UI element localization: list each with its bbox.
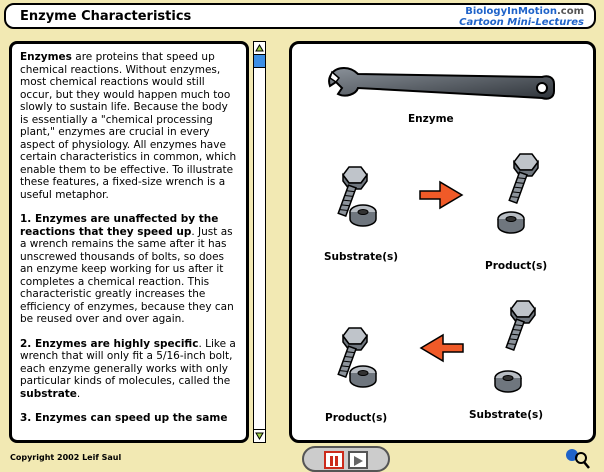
site-logo-icon[interactable] bbox=[562, 446, 592, 472]
brand-logo[interactable] bbox=[459, 6, 584, 28]
brand-tagline: Cartoon Mini-Lectures bbox=[459, 17, 584, 28]
enzyme-label: Enzyme bbox=[408, 113, 454, 125]
paragraph-point-3 bbox=[20, 412, 238, 425]
product-label-top: Product(s) bbox=[485, 260, 548, 272]
triangle-down-icon bbox=[255, 432, 264, 440]
diagram-illustration bbox=[292, 44, 593, 440]
substrate-top-icon bbox=[338, 167, 376, 226]
page-title: Enzyme Characteristics bbox=[20, 9, 192, 24]
term-substrate: substrate bbox=[20, 387, 77, 400]
scroll-down-button[interactable] bbox=[254, 429, 265, 442]
arrow-left-icon bbox=[421, 335, 463, 361]
point-1-heading: 1. Enzymes are unaffected by the reactions that they speed up bbox=[20, 213, 219, 238]
arrow-right-icon bbox=[420, 182, 462, 208]
scroll-thumb[interactable] bbox=[254, 55, 265, 68]
brand-name: BiologyInMotion bbox=[465, 6, 557, 17]
lecture-text bbox=[20, 51, 238, 437]
point-2-text: . Like a wrench that will only fit a 5/16-inch bolt, each enzyme generally works with only particular kinds of molecules, called the bbox=[20, 337, 236, 387]
play-icon bbox=[350, 454, 366, 468]
point-2-end: . bbox=[76, 387, 81, 400]
substrate-bolt-bottom-icon bbox=[506, 301, 535, 350]
diagram-panel bbox=[289, 41, 596, 443]
term-enzymes: Enzymes bbox=[20, 51, 72, 63]
text-scrollbar[interactable] bbox=[253, 41, 266, 443]
paragraph-intro bbox=[20, 51, 238, 201]
paragraph-point-2 bbox=[20, 338, 238, 401]
substrate-nut-bottom-icon bbox=[495, 371, 521, 392]
lecture-text-panel[interactable] bbox=[9, 41, 249, 443]
product-nut-top-icon bbox=[498, 212, 524, 233]
pause-button[interactable] bbox=[324, 451, 344, 469]
product-bolt-top-icon bbox=[509, 154, 538, 203]
play-button[interactable] bbox=[348, 451, 368, 469]
pause-icon bbox=[326, 454, 342, 468]
point-3-heading: 3. Enzymes can speed up the same bbox=[20, 412, 228, 424]
point-1-text: . Just as a wrench remains the same after it has unscrewed thousands of bolts, so does an enzyme keep working for us after it completes a chemical reaction. This characteristic greatly increases the efficiency of enzymes, because they can be reused over and over again. bbox=[20, 225, 234, 325]
paragraph-intro-text: are proteins that speed up chemical reactions. Without enzymes, most chemical reactions would still occur, but they would happen much too slowly to sustain life. Because the body is essentially a "chemical processing plant," enzymes are crucial in every aspect of physiology. All enzymes have certain characteristics in common, which enable them to be effective. To illustrate these features, a fixed-size wrench is a useful metaphor. bbox=[20, 51, 237, 201]
point-2-heading: 2. Enzymes are highly specific bbox=[20, 337, 199, 350]
product-label-bottom: Product(s) bbox=[325, 412, 388, 424]
substrate-label-top: Substrate(s) bbox=[324, 251, 399, 263]
product-bottom-icon bbox=[338, 328, 376, 387]
substrate-label-bottom: Substrate(s) bbox=[469, 409, 544, 421]
wrench-icon bbox=[329, 68, 554, 99]
triangle-up-icon bbox=[255, 44, 264, 52]
title-bar bbox=[4, 3, 596, 29]
copyright-text: Copyright 2002 Leif Saul bbox=[10, 453, 122, 462]
paragraph-point-1 bbox=[20, 213, 238, 326]
playback-controls bbox=[302, 446, 390, 472]
brand-suffix: .com bbox=[556, 6, 584, 17]
scroll-up-button[interactable] bbox=[254, 42, 265, 55]
